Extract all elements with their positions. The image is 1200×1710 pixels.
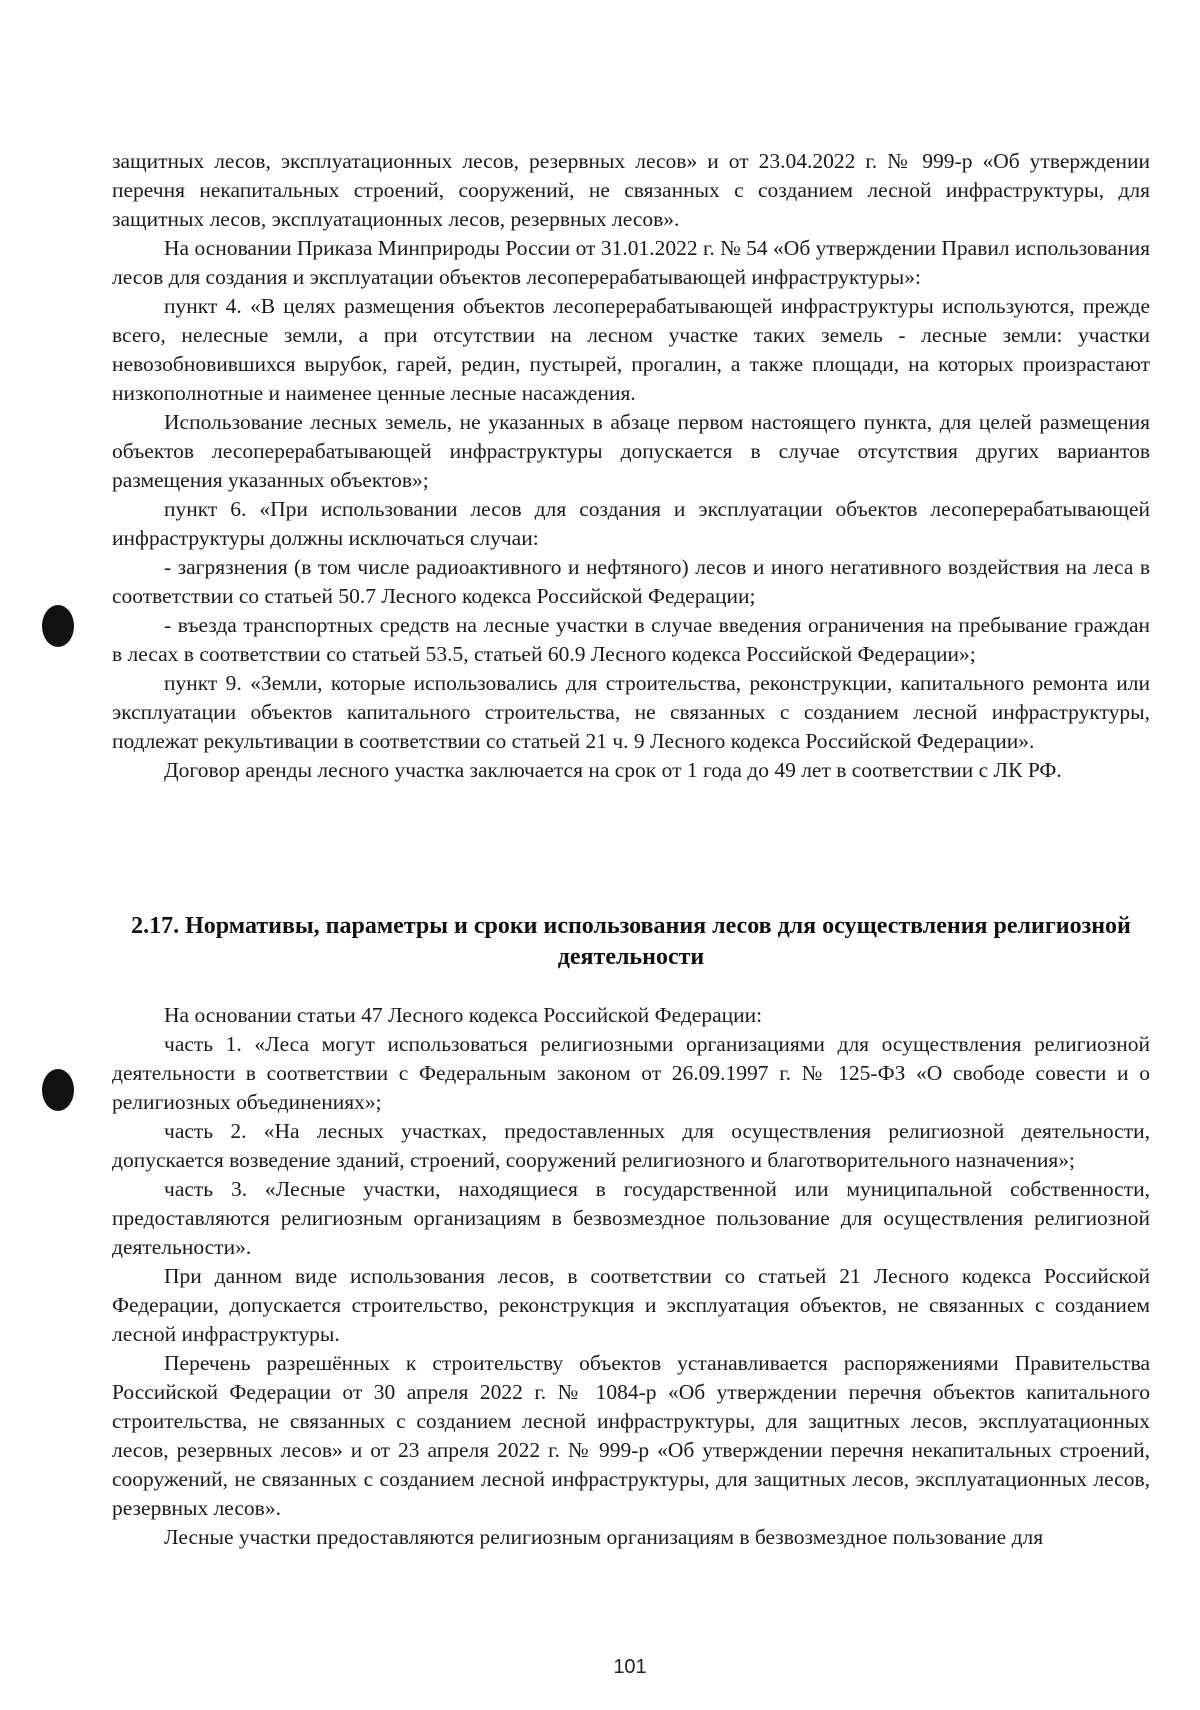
paragraph: часть 2. «На лесных участках, предоставленных для осуществления религиозной деятельности, допускается возведение зданий, строений, сооружений религиозного и благотворительного назначения»;: [112, 1119, 1150, 1172]
paragraph: При данном виде использования лесов, в соответствии со статьей 21 Лесного кодекса Российской Федерации, допускается строительство, реконструкция и эксплуатация объектов, не связанных с созданием лесной инфраструктуры.: [112, 1264, 1150, 1346]
paragraph: Лесные участки предоставляются религиозным организациям в безвозмездное пользование для: [164, 1525, 1044, 1549]
paragraph: часть 1. «Леса могут использоваться религиозными организациями для осуществления религиозной деятельности в соответствии с Федеральным законом от 26.09.1997 г. № 125-ФЗ «О свободе совести и о религиозных объединениях»;: [112, 1032, 1150, 1114]
section-heading: 2.17. Нормативы, параметры и сроки использования лесов для осуществления религиозной деятельности: [131, 913, 1131, 970]
paragraph: пункт 4. «В целях размещения объектов лесоперерабатывающей инфраструктуры используются, прежде всего, нелесные земли, а при отсутствии на лесном участке таких земель - лесные земли: участки невозобновившихся вырубок, гарей, редин, пустырей, прогалин, а также площади, на которых произрастают низкополнотные и наименее ценные лесные насаждения.: [112, 294, 1150, 405]
punch-hole-mark: [42, 1069, 74, 1111]
paragraph: На основании статьи 47 Лесного кодекса Российской Федерации:: [164, 1003, 763, 1027]
body-text-bottom: [112, 1001, 1150, 1552]
paragraph: пункт 9. «Земли, которые использовались для строительства, реконструкции, капитального ремонта или эксплуатации объектов капитального строительства, не связанных с созданием лесной инфраструктуры, подлежат рекультивации в соответствии со статьей 21 ч. 9 Лесного кодекса Российской Федерации».: [112, 671, 1150, 753]
paragraph: - въезда транспортных средств на лесные участки в случае введения ограничения на пребывание граждан в лесах в соответствии со статьей 53.5, статьей 60.9 Лесного кодекса Российской Федерации»;: [112, 613, 1150, 666]
page-number: 101: [613, 1656, 647, 1678]
paragraph: Перечень разрешённых к строительству объектов устанавливается распоряжениями Правительства Российской Федерации от 30 апреля 2022 г. № 1084-р «Об утверждении перечня объектов капитального строительства, не связанных с созданием лесной инфраструктуры, для защитных лесов, эксплуатационных лесов, резервных лесов» и от 23 апреля 2022 г. № 999-р «Об утверждении перечня некапитальных строений, сооружений, не связанных с созданием лесной инфраструктуры, для защитных лесов, эксплуатационных лесов, резервных лесов».: [112, 1351, 1150, 1520]
paragraph: Договор аренды лесного участка заключается на срок от 1 года до 49 лет в соответствии с ЛК РФ.: [164, 758, 1062, 782]
paragraph: - загрязнения (в том числе радиоактивного и нефтяного) лесов и иного негативного воздействия на леса в соответствии со статьей 50.7 Лесного кодекса Российской Федерации;: [112, 555, 1150, 608]
paragraph: защитных лесов, эксплуатационных лесов, резервных лесов» и от 23.04.2022 г. № 999-р «Об утверждении перечня некапитальных строений, сооружений, не связанных с созданием лесной инфраструктуры, для защитных лесов, эксплуатационных лесов, резервных лесов».: [112, 149, 1150, 231]
paragraph: пункт 6. «При использовании лесов для создания и эксплуатации объектов лесоперерабатывающей инфраструктуры должны исключаться случаи:: [112, 497, 1150, 550]
body-text-top: [112, 147, 1150, 785]
punch-hole-mark: [42, 605, 74, 647]
paragraph: часть 3. «Лесные участки, находящиеся в государственной или муниципальной собственности, предоставляются религиозным организациям в безвозмездное пользование для осуществления религиозной деятельности».: [112, 1177, 1150, 1259]
paragraph: Использование лесных земель, не указанных в абзаце первом настоящего пункта, для целей размещения объектов лесоперерабатывающей инфраструктуры допускается в случае отсутствия других вариантов размещения указанных объектов»;: [112, 410, 1150, 492]
paragraph: На основании Приказа Минприроды России от 31.01.2022 г. № 54 «Об утверждении Правил использования лесов для создания и эксплуатации объектов лесоперерабатывающей инфраструктуры»:: [112, 236, 1150, 289]
